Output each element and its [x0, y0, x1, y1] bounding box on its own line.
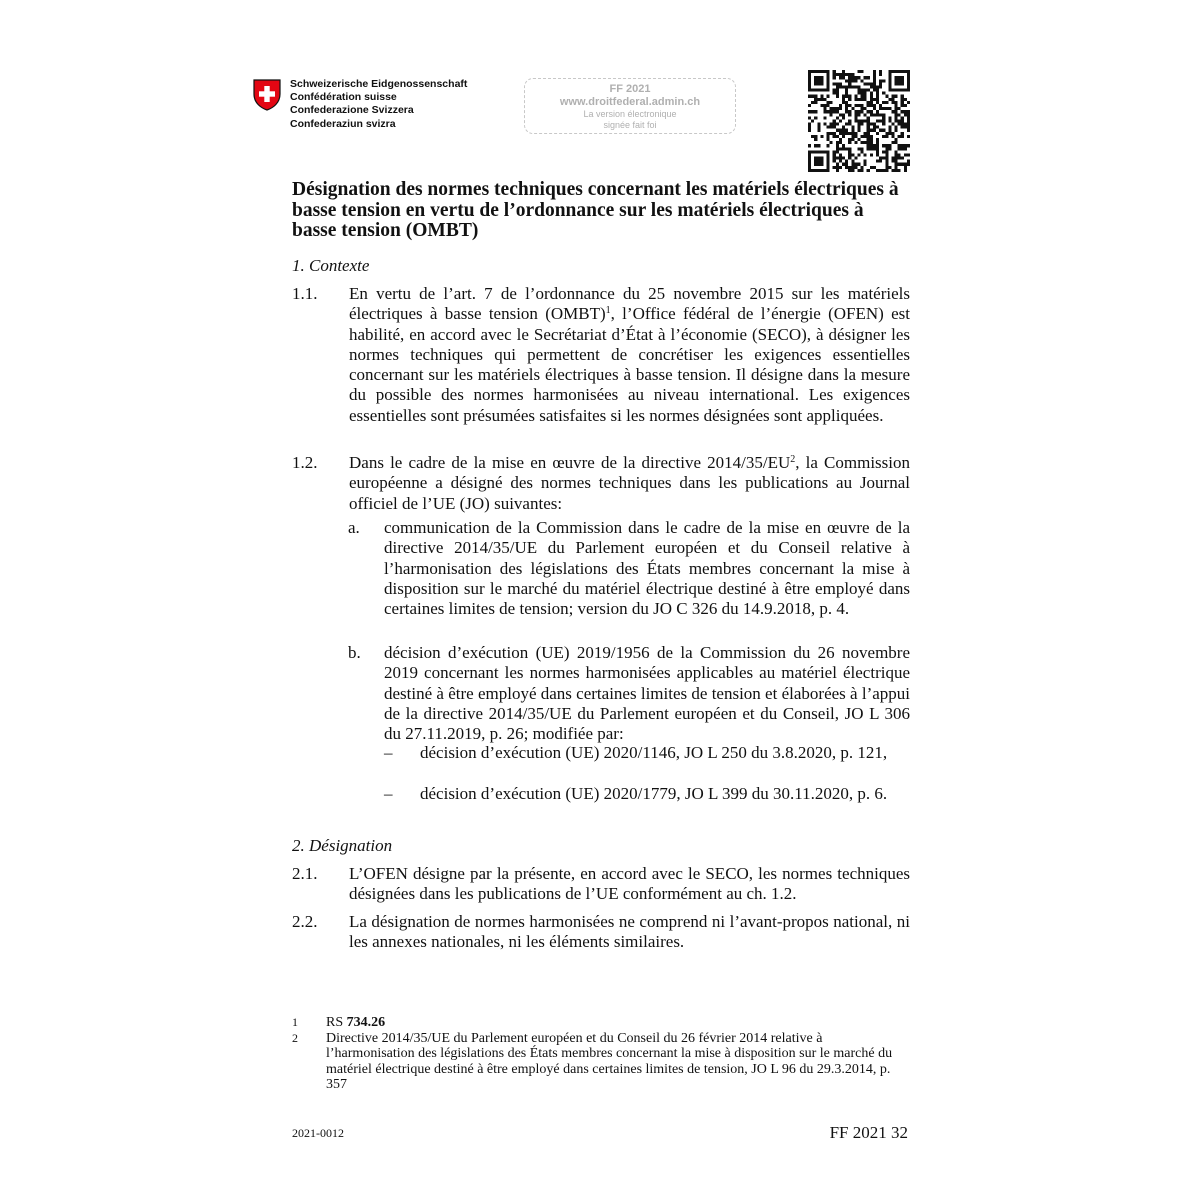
paragraph-number: 1.2. — [292, 453, 318, 472]
dash-item-text: décision d’exécution (UE) 2020/1779, JO L 399 du 30.11.2020, p. 6. — [420, 784, 888, 803]
list-item-b — [348, 643, 910, 744]
footnote-ref-1[interactable]: 1 — [605, 305, 611, 317]
stamp-note-1: La version électronique — [583, 109, 677, 119]
document-title: Désignation des normes techniques concernant les matériels électriques à basse tension en vertu de l’ordonnance sur les matériels électriques à basse tension (OMBT) — [292, 179, 899, 241]
footnote-text — [326, 1015, 902, 1030]
paragraph-text-part: Dans le cadre de la mise en œuvre de la directive 2014/35/EU — [349, 453, 791, 472]
electronic-version-stamp — [524, 78, 736, 134]
gov-name-it: Confederazione Svizzera — [290, 104, 414, 117]
paragraph-text: La désignation de normes harmonisées ne comprend ni l’avant-propos national, ni les annexes nationales, ni les éléments similaires. — [349, 912, 910, 952]
list-item-a — [348, 518, 910, 619]
footnote-1 — [292, 1015, 902, 1030]
list-item-label: b. — [348, 643, 361, 662]
footnote-2 — [292, 1031, 902, 1092]
government-names — [290, 78, 467, 131]
footnote-rs-number[interactable]: 734.26 — [346, 1015, 386, 1030]
qr-code-icon — [808, 70, 910, 172]
list-item-label: a. — [348, 518, 360, 537]
list-item-text: communication de la Commission dans le cadre de la mise en œuvre de la directive 2014/35/UE du Parlement européen et du Conseil relative à l’harmonisation des législations des États membres concernant la mise à disposition sur le marché du matériel électrique destiné à être employé dans certaines limites de tension; version du JO C 326 du 14.9.2018, p. 4. — [384, 518, 910, 619]
paragraph-2-2 — [292, 912, 910, 953]
paragraph-number: 2.2. — [292, 912, 318, 931]
section-heading-designation: 2. Désignation — [292, 836, 393, 855]
gov-name-fr: Confédération suisse — [290, 91, 397, 104]
paragraph-1-2 — [292, 453, 910, 514]
paragraph-1-1 — [292, 284, 910, 426]
paragraph-text — [349, 453, 910, 514]
document-code: 2021-0012 — [292, 1126, 344, 1140]
paragraph-2-1 — [292, 864, 910, 905]
paragraph-text: L’OFEN désigne par la présente, en accord avec le SECO, les normes techniques désignées dans les publications de l’UE conformément au ch. 1.2. — [349, 864, 910, 904]
stamp-note-2: signée fait foi — [603, 120, 657, 130]
footnote-ref-2[interactable]: 2 — [790, 454, 796, 465]
paragraph-text-part: En vertu de l’art. 7 de l’ordonnance du 25 novembre 2015 sur les matériels électriques à basse tension (OMBT) — [349, 284, 910, 324]
gov-name-rm: Confederaziun svizra — [290, 117, 396, 130]
footnote-prefix: RS — [326, 1015, 347, 1030]
paragraph-text-part: , l’Office fédéral de l’énergie (OFEN) est habilité, en accord avec le Secrétariat d’État à l’économie (SECO), à désigner les normes techniques qui permettent de concrétiser les exigences essentielles concernant sur les matériels électriques à basse tension. Il désigne dans la mesure du possible des normes harmonisées au niveau international. Les exigences essentielles sont présumées satisfaites si les normes désignées sont appliquées. — [349, 304, 910, 425]
footnote-text: Directive 2014/35/UE du Parlement européen et du Conseil du 26 février 2014 relative à l’harmonisation des législations des États membres concernant la mise à disposition sur le marché du matériel électrique destiné à être employé dans certaines limites de tension, JO L 96 du 29.3.2014, p. 357 — [326, 1031, 893, 1092]
footnote-number: 2 — [292, 1031, 298, 1045]
paragraph-number: 1.1. — [292, 284, 318, 303]
section-heading-context: 1. Contexte — [292, 256, 370, 275]
paragraph-number: 2.1. — [292, 864, 318, 883]
footnote-number: 1 — [292, 1015, 298, 1029]
ff-reference-number: FF 2021 32 — [829, 1123, 908, 1142]
dash-item-label: – — [384, 784, 393, 803]
gov-name-de: Schweizerische Eidgenossenschaft — [290, 78, 468, 90]
dash-item-text: décision d’exécution (UE) 2020/1146, JO L 250 du 3.8.2020, p. 121, — [420, 743, 888, 762]
stamp-ff-year: FF 2021 — [609, 83, 651, 95]
list-item-text: décision d’exécution (UE) 2019/1956 de la Commission du 26 novembre 2019 concernant les normes harmonisées applicables au matériel électrique destiné à être employé dans certaines limites de tension et élaborées à l’appui de la directive 2014/35/UE du Parlement européen et du Conseil, JO L 306 du 27.11.2019, p. 26; modifiée par: — [384, 643, 910, 744]
paragraph-text-part: , la Commission européenne a désigné des normes techniques dans les publications au Journal officiel de l’UE (JO) suivantes: — [349, 453, 911, 513]
dash-item-2 — [384, 784, 910, 804]
swiss-coat-of-arms-icon — [252, 78, 282, 112]
paragraph-text — [349, 284, 910, 426]
dash-item-1 — [384, 743, 910, 763]
dash-item-label: – — [384, 743, 393, 762]
stamp-website: www.droitfederal.admin.ch — [559, 96, 701, 108]
